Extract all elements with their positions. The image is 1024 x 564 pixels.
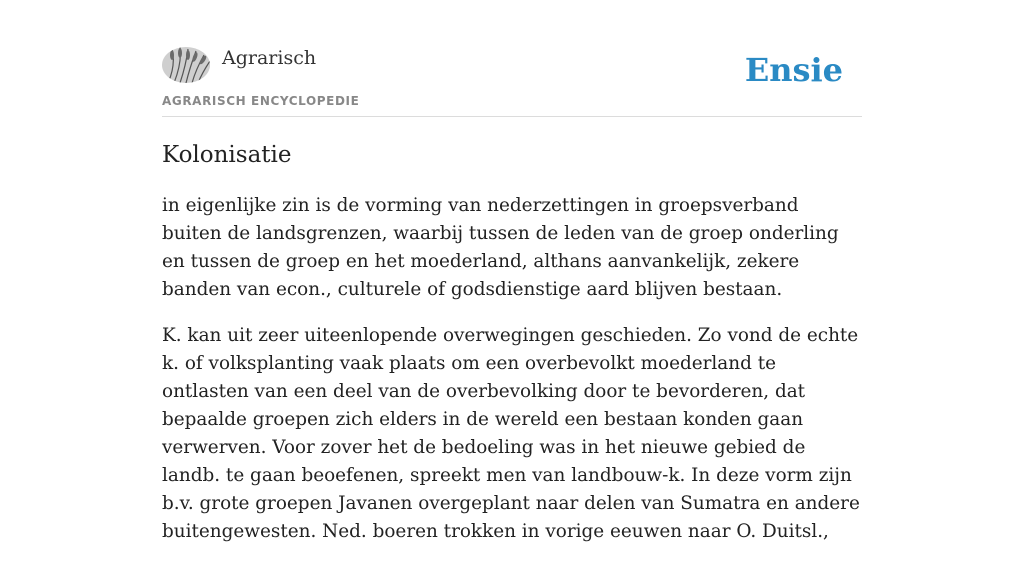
source-name[interactable]: Agrarisch [222, 47, 317, 69]
header [162, 44, 862, 117]
brand-logo[interactable]: Ensie [744, 51, 843, 89]
article-paragraph: in eigenlijke zin is de vorming van nederzettingen in groepsverband buiten de landsgrenzen, waarbij tussen de leden van de groep onderling en tussen de groep en het moederland, althans aanvankelijk, zekere banden van econ., culturele of godsdienstige aard blijven bestaan. [162, 195, 839, 300]
article-body [162, 192, 862, 564]
wheat-ears-icon[interactable] [162, 47, 210, 83]
article-paragraph: K. kan uit zeer uiteenlopende overwegingen geschieden. Zo vond de echte k. of volksplanting vaak plaats om een overbevolkt moederland te ontlasten van een deel van de overbevolking door te bevorderen, dat bepaalde groepen zich elders in de wereld een bestaan konden gaan verwerven. Voor zover het de bedoeling was in het nieuwe gebied de landb. te gaan beoefenen, spreekt men van landbouw-k. In deze vorm zijn b.v. grote groepen Javanen overgeplant naar delen van Sumatra en andere buitengewesten. Ned. boeren trokken in vorige eeuwen naar O. Duitsl., [162, 325, 860, 542]
source-subtitle[interactable]: AGRARISCH ENCYCLOPEDIE [162, 94, 360, 108]
article-title: Kolonisatie [162, 142, 292, 168]
